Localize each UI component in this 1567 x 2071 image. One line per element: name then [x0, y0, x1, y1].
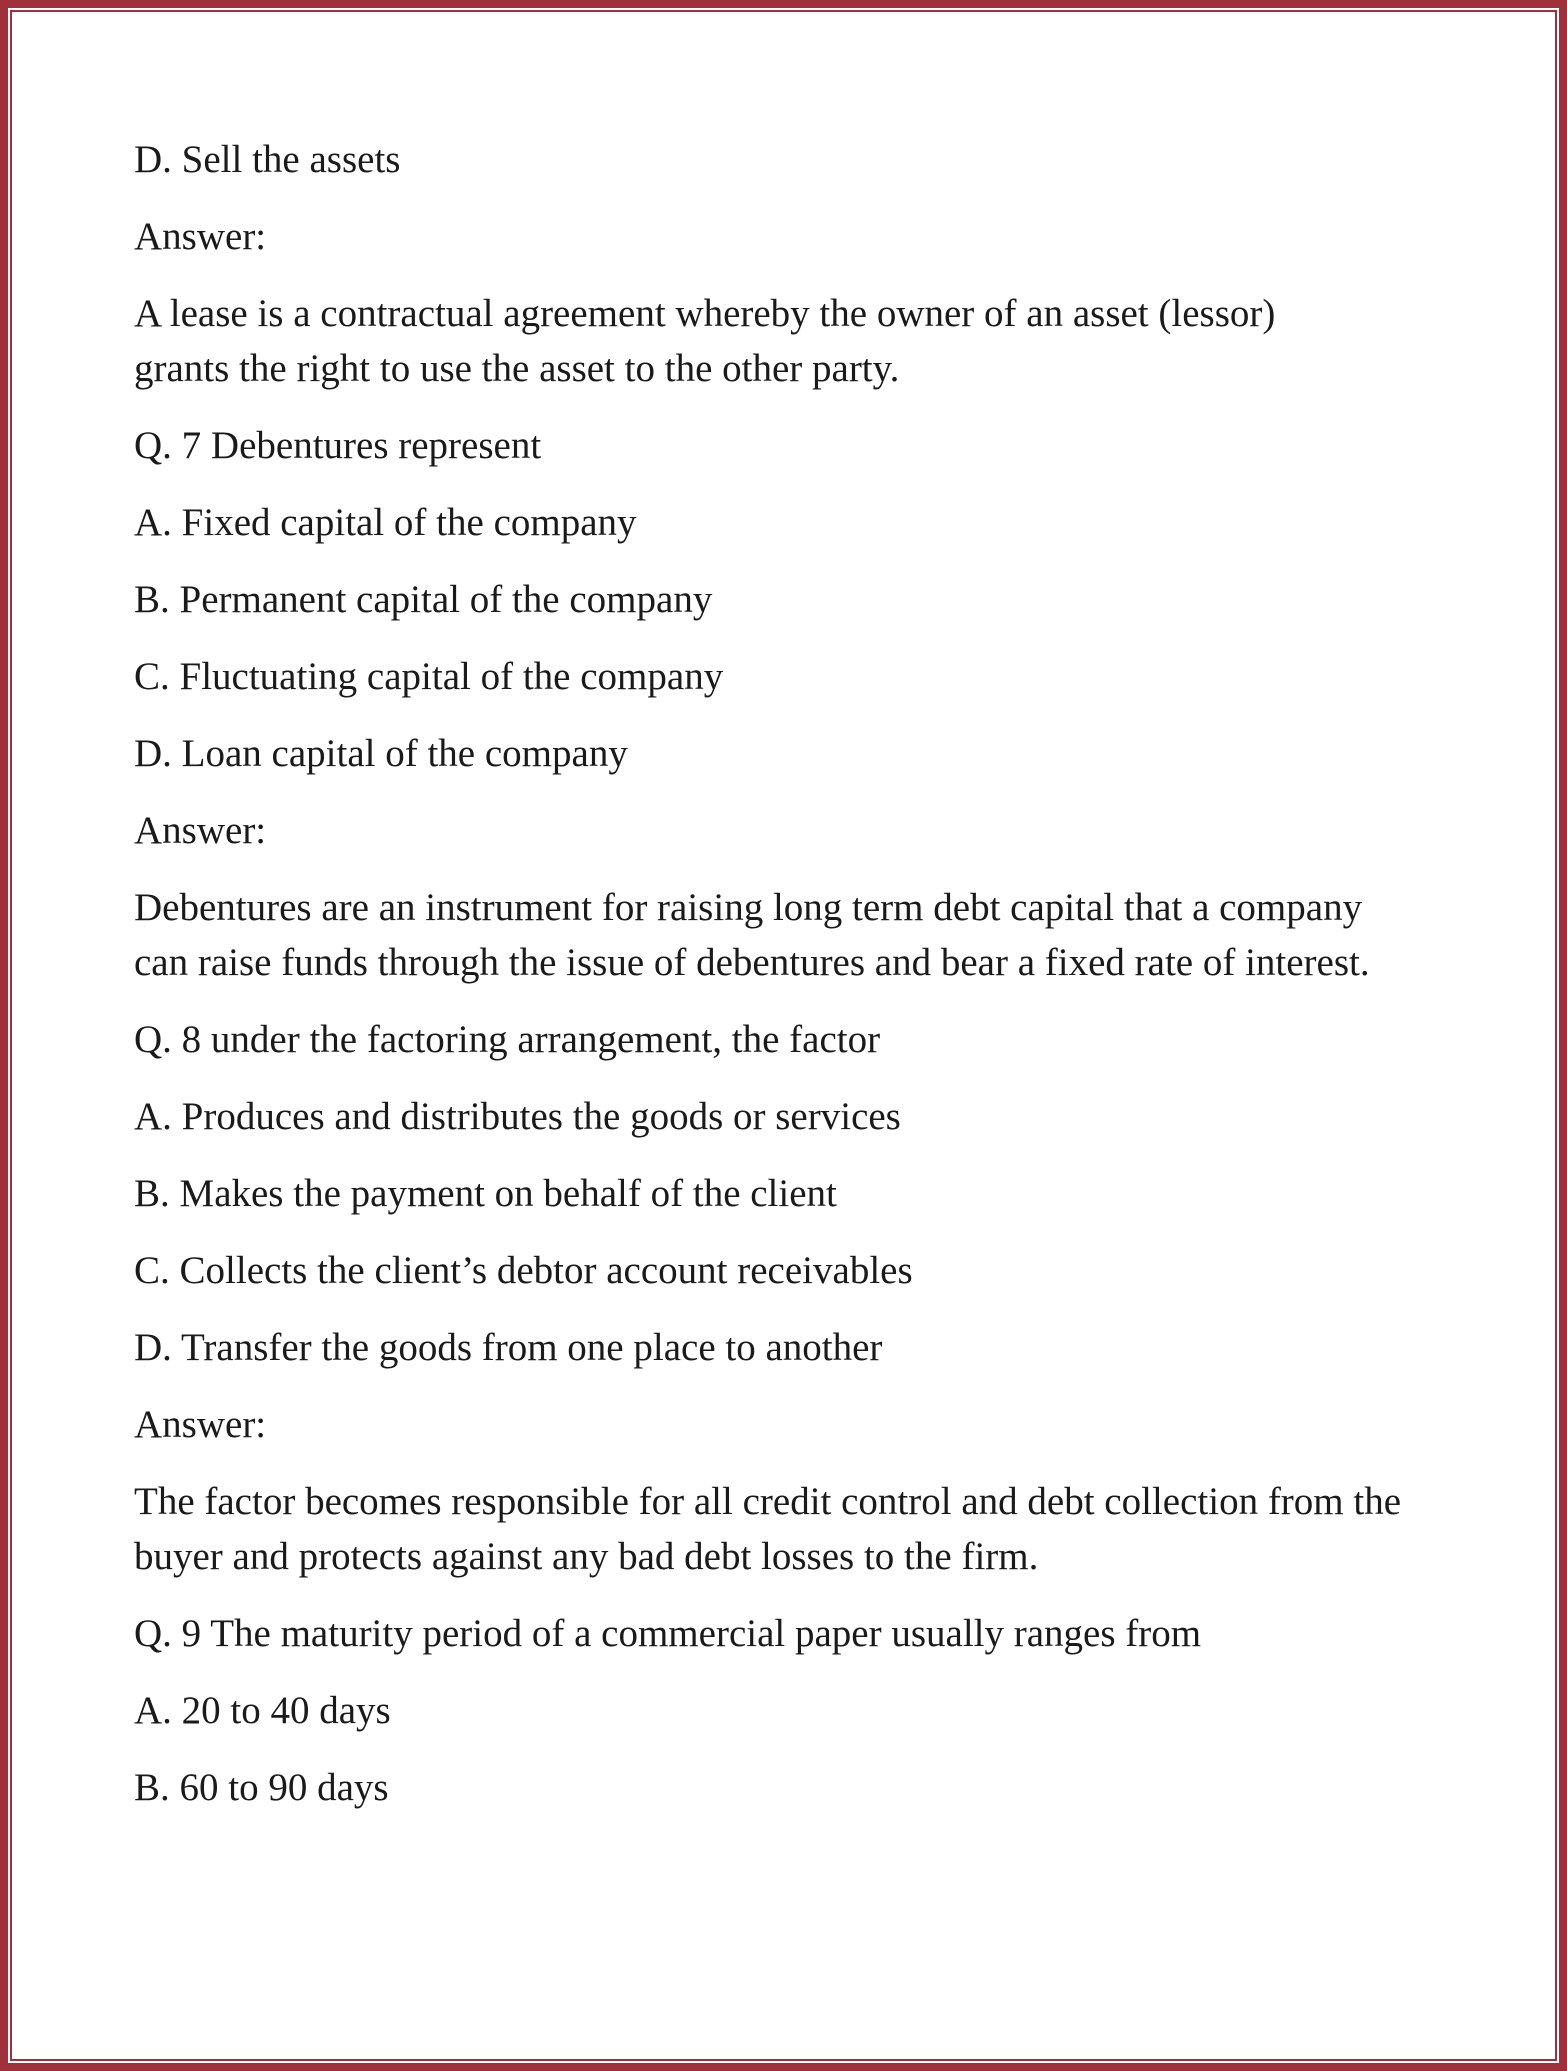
option-a-q9: A. 20 to 40 days: [134, 1689, 391, 1732]
answer-label-q8: Answer:: [134, 1403, 267, 1446]
question-7: Q. 7 Debentures represent: [134, 424, 542, 467]
question-9: Q. 9 The maturity period of a commercial paper usually ranges from: [134, 1612, 1202, 1655]
option-b-q9: B. 60 to 90 days: [134, 1766, 389, 1809]
question-8: Q. 8 under the factoring arrangement, the factor: [134, 1018, 881, 1061]
option-c-q7: C. Fluctuating capital of the company: [134, 655, 724, 698]
option-d-q6: D. Sell the assets: [134, 138, 401, 181]
option-b-q8: B. Makes the payment on behalf of the client: [134, 1172, 837, 1215]
answer-text-q7: Debentures are an instrument for raising long term debt capital that a company can raise funds through the issue of debentures and bear a fixed rate of interest.: [134, 886, 1370, 984]
option-a-q8: A. Produces and distributes the goods or services: [134, 1095, 901, 1138]
option-a-q7: A. Fixed capital of the company: [134, 501, 637, 544]
answer-text-q8: The factor becomes responsible for all credit control and debt collection from the buyer and protects against any bad debt losses to the firm.: [134, 1480, 1402, 1578]
option-d-q8: D. Transfer the goods from one place to another: [134, 1326, 883, 1369]
document-body: [134, 132, 1454, 1837]
option-c-q8: C. Collects the client’s debtor account receivables: [134, 1249, 913, 1292]
option-b-q7: B. Permanent capital of the company: [134, 578, 713, 621]
option-d-q7: D. Loan capital of the company: [134, 732, 628, 775]
answer-text-q6: A lease is a contractual agreement whereby the owner of an asset (lessor) grants the right to use the asset to the other party.: [134, 292, 1276, 390]
answer-label-q6: Answer:: [134, 215, 267, 258]
answer-label-q7: Answer:: [134, 809, 267, 852]
